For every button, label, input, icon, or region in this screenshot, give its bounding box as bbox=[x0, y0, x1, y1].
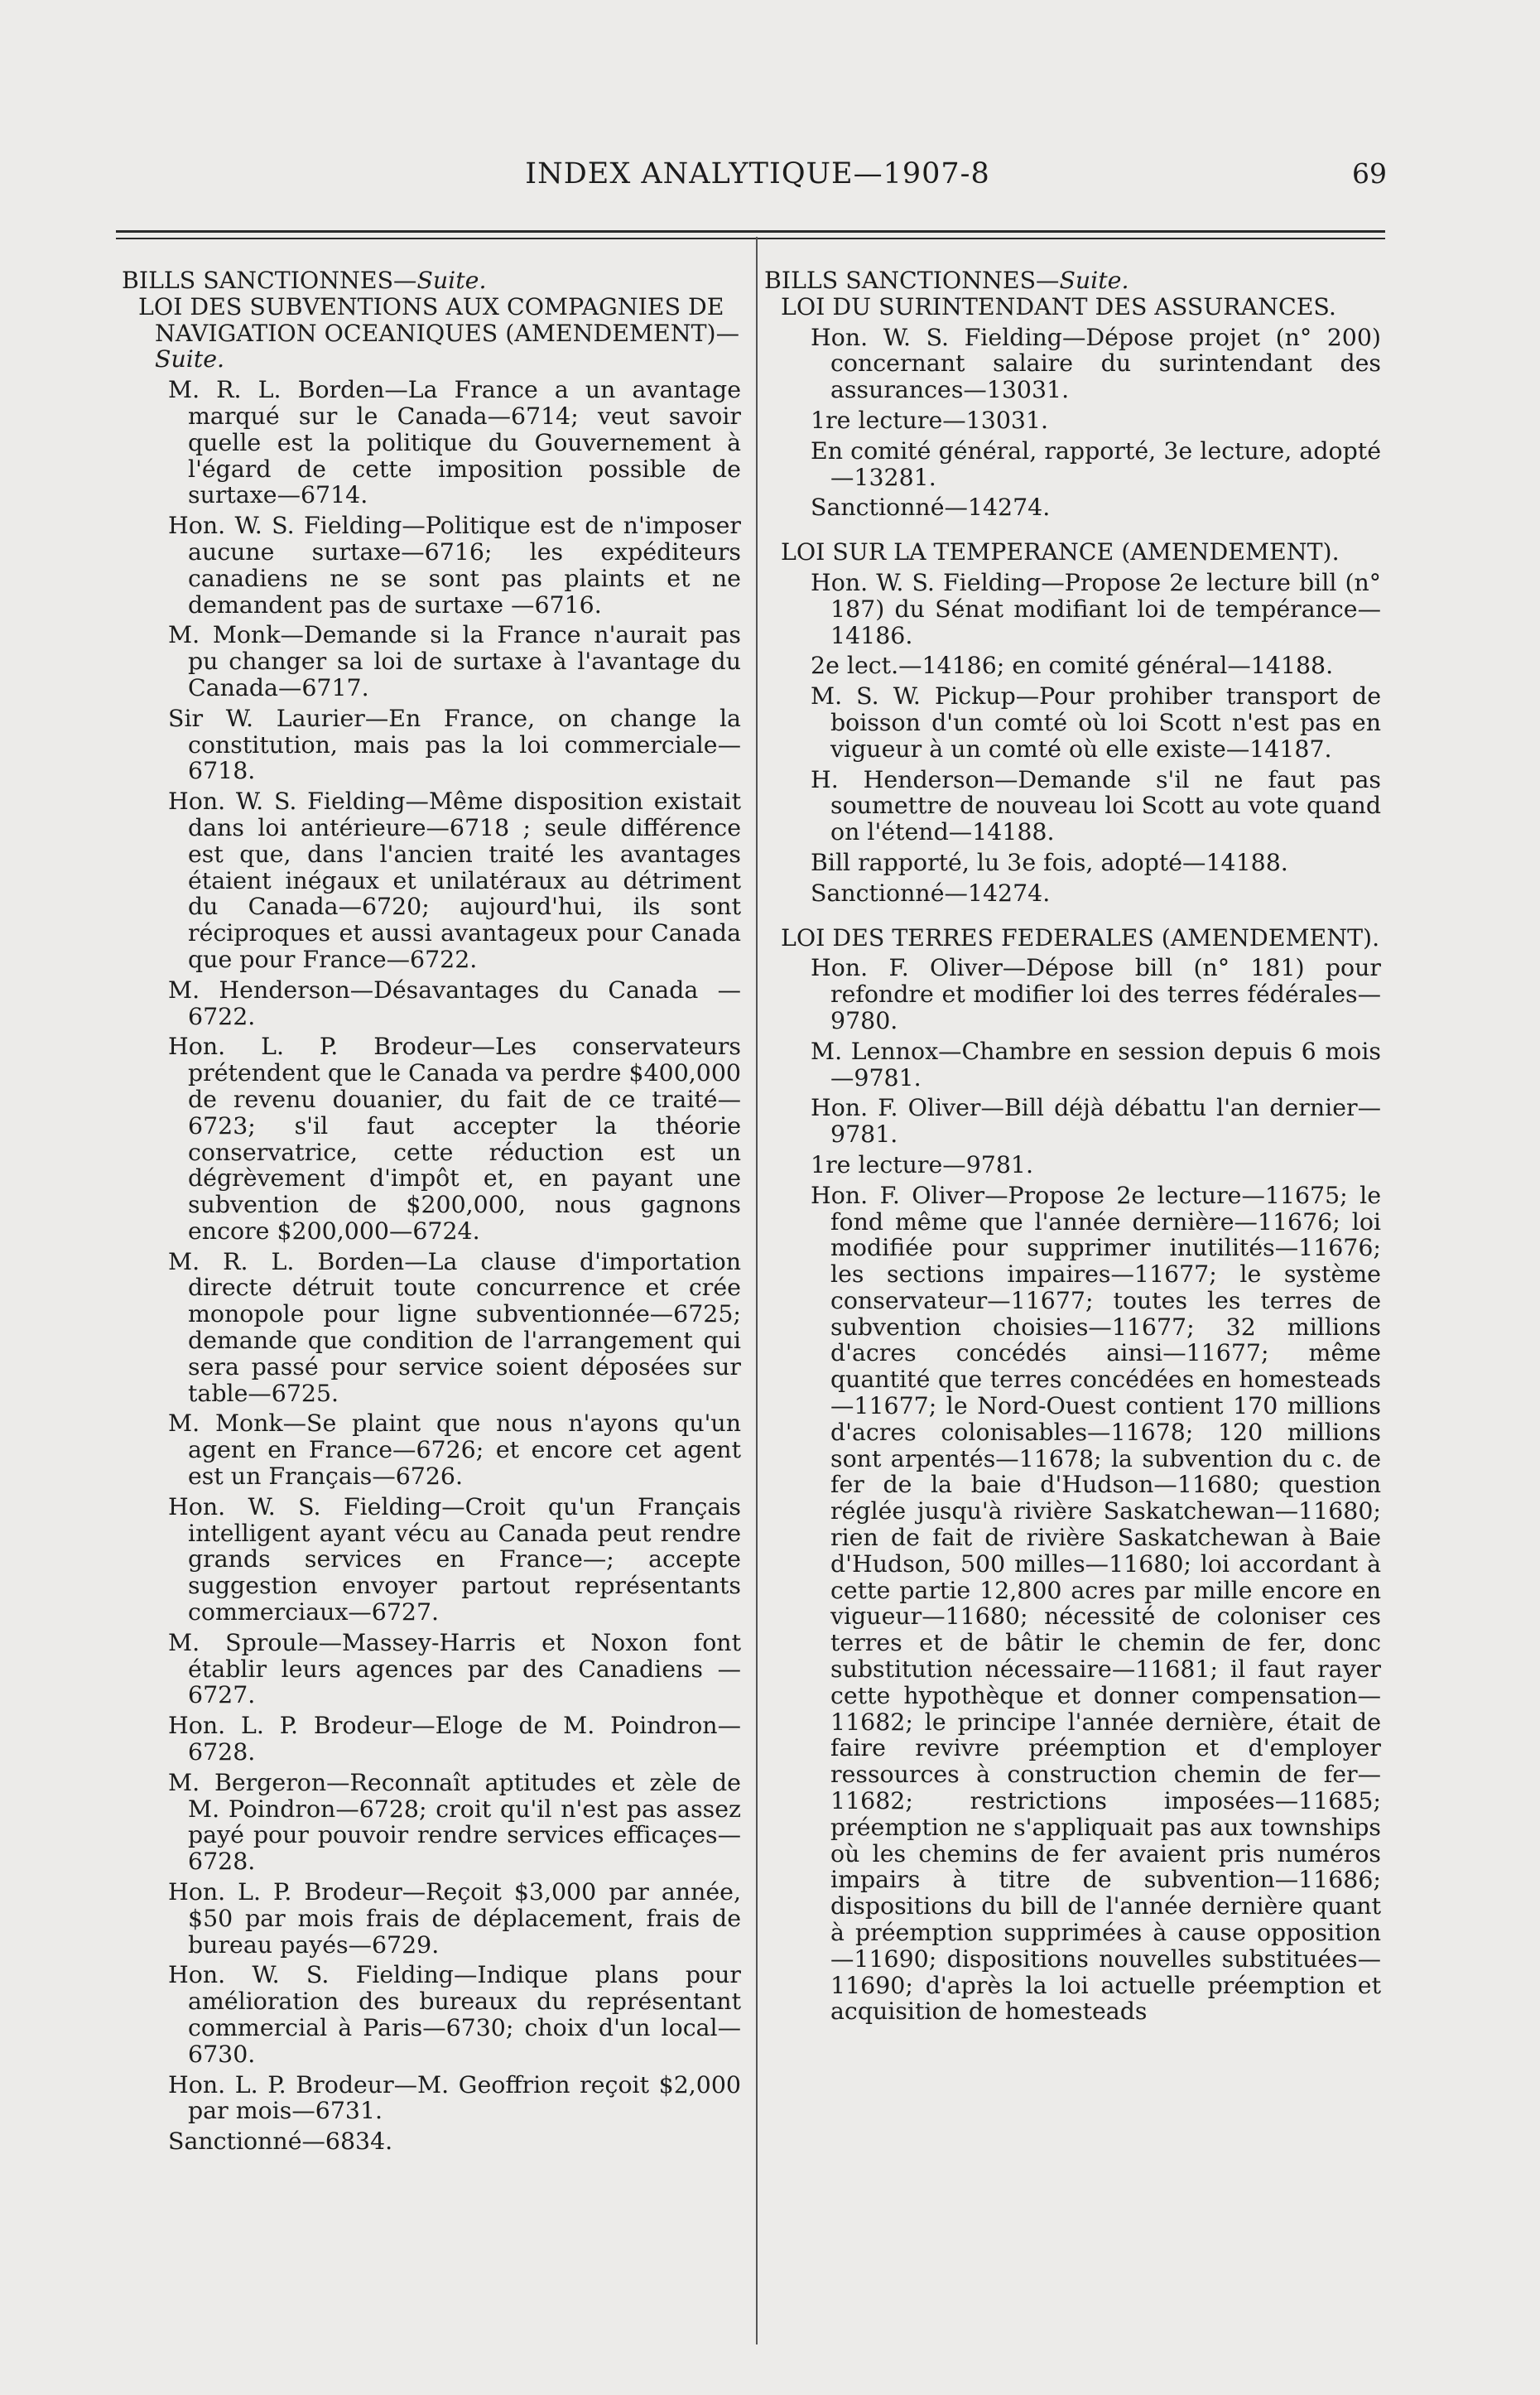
left-column bbox=[122, 267, 741, 2155]
section-title: LOI DU SURINTENDANT DES ASSURANCES. bbox=[781, 292, 1336, 320]
heading-text: BILLS SANCTIONNES— bbox=[764, 267, 1060, 294]
index-entry: Hon. L. P. Brodeur—M. Geoffrion reçoit $2,000 par mois—6731. bbox=[168, 2070, 741, 2125]
index-entry: Hon. W. S. Fielding—Indique plans pour amélioration des bureaux du représentant commercial à Paris—6730; choix d'un local—6730. bbox=[168, 1961, 741, 2068]
index-entry: Sir W. Laurier—En France, on change la constitution, mais pas la loi commerciale—6718. bbox=[168, 704, 741, 785]
index-entry: Hon. F. Oliver—Dépose bill (n° 181) pour refondre et modifier loi des terres fédérales—9780. bbox=[811, 954, 1381, 1034]
right-column bbox=[764, 267, 1381, 2025]
index-entry: M. R. L. Borden—La clause d'importation directe détruit toute concurrence et crée monopole pour ligne subventionnée—6725; demande que condition de l'arrangement qui sera passé pour service soient déposées sur table—6725. bbox=[168, 1247, 741, 1407]
column-divider bbox=[756, 237, 758, 2344]
index-entry: 2e lect.—14186; en comité général—14188. bbox=[811, 652, 1334, 680]
header-rule-top bbox=[116, 230, 1385, 233]
index-entry: Hon. W. S. Fielding—Croit qu'un Français intelligent ayant vécu au Canada peut rendre grands services en France—; accepte suggestion envoyer partout représentants commerciaux—6727. bbox=[168, 1492, 741, 1626]
running-title: INDEX ANALYTIQUE—1907-8 bbox=[525, 157, 990, 190]
index-entry: En comité général, rapporté, 3e lecture, adopté—13281. bbox=[811, 436, 1381, 491]
index-entry: M. Monk—Se plaint que nous n'ayons qu'un agent en France—6726; et encore cet agent est un Français—6726. bbox=[168, 1410, 741, 1491]
index-entry: M. Sproule—Massey-Harris et Noxon font établir leurs agences par des Canadiens —6727. bbox=[168, 1628, 741, 1709]
right-heading bbox=[764, 267, 1381, 294]
index-entry: Sanctionné—14274. bbox=[811, 494, 1051, 522]
index-entry: Hon. F. Oliver—Bill déjà débattu l'an dernier—9781. bbox=[811, 1094, 1381, 1149]
index-entry: H. Henderson—Demande s'il ne faut pas soumettre de nouveau loi Scott au vote quand on l'étend—14188. bbox=[811, 765, 1381, 846]
index-entry: M. Monk—Demande si la France n'aurait pas pu changer sa loi de surtaxe à l'avantage du Canada—6717. bbox=[168, 621, 741, 701]
index-entry: Hon. F. Oliver—Propose 2e lecture—11675; le fond même que l'année dernière—11676; loi modifiée pour supprimer inutilités—11676; les sections impaires—11677; le système conservateur—11677; toutes les terres de subvention choisies—11677; 32 millions d'acres concédés ainsi—11677; même quantité que terres concédées en homesteads—11677; le Nord-Ouest contient 170 millions d'acres colonisables—11678; 120 millions sont arpentés—11678; la subvention du c. de fer de la baie d'Hudson—11680; question réglée jusqu'à rivière Saskatchewan—11680; rien de fait de rivière Saskatchewan à Baie d'Hudson, 500 milles—11680; loi accordant à cette partie 12,800 acres par mille encore en vigueur—11680; nécessité de coloniser ces terres et de bâtir le chemin de fer, donc substitution nécessaire—11681; il faut rayer cette hypothèque et donner compensation—11682; le principe l'année dernière, était de faire revivre préemption et d'employer ressources à construction chemin de fer—11682; restrictions imposées—11685; préemption ne s'appliquait pas aux townships où les chemins de fer avaient pris numéros impairs à titre de subvention—11686; dispositions du bill de l'année dernière quant à préemption supprimées à cause opposition—11690; dispositions nouvelles substituées—11690; d'après la loi actuelle préemption et acquisition de homesteads bbox=[811, 1181, 1381, 2026]
heading-suite: Suite. bbox=[416, 267, 487, 294]
closing-entry: Sanctionné—6834. bbox=[168, 2128, 393, 2156]
header-rule-bottom bbox=[116, 238, 1385, 239]
index-entry: M. R. L. Borden—La France a un avantage marqué sur le Canada—6714; veut savoir quelle est la politique du Gouvernement à l'égard de cette imposition possible de surtaxe—6714. bbox=[168, 376, 741, 509]
index-entry: Hon. W. S. Fielding—Politique est de n'imposer aucune surtaxe—6716; les expéditeurs canadiens ne se sont pas plaints et ne demandent pas de surtaxe —6716. bbox=[168, 512, 741, 619]
index-entry: 1re lecture—9781. bbox=[811, 1150, 1033, 1178]
index-entry: Hon. L. P. Brodeur—Les conservateurs prétendent que le Canada va perdre $400,000 de revenu douanier, du fait de ce traité—6723; s'il faut accepter la théorie conservatrice, cette réduction est un dégrèvement d'impôt et, en payant une subvention de $200,000, nous gagnons encore $200,000—6724. bbox=[168, 1033, 741, 1245]
section-gap bbox=[764, 907, 1381, 925]
subheading-suite: Suite. bbox=[155, 345, 225, 373]
index-entry: Hon. W. S. Fielding—Propose 2e lecture bill (n° 187) du Sénat modifiant loi de tempérance—14186. bbox=[811, 568, 1381, 649]
page-number: 69 bbox=[1352, 157, 1387, 190]
heading-suite: Suite. bbox=[1059, 267, 1129, 294]
index-entry: 1re lecture—13031. bbox=[811, 406, 1049, 434]
index-entry: Bill rapporté, lu 3e fois, adopté—14188. bbox=[811, 848, 1288, 876]
left-subheading bbox=[122, 294, 741, 373]
page-header bbox=[0, 157, 1540, 199]
index-entry: M. Henderson—Désavantages du Canada —6722. bbox=[168, 976, 741, 1030]
section-gap bbox=[764, 521, 1381, 539]
index-entry: Hon. W. S. Fielding—Même disposition existait dans loi antérieure—6718 ; seule différence est que, dans l'ancien traité les avantages étaient inégaux et unilatéraux au détriment du Canada—6720; aujourd'hui, ils sont réciproques et aussi avantageux pour Canada que pour France—6722. bbox=[168, 788, 741, 973]
index-entry: Sanctionné—14274. bbox=[811, 879, 1051, 907]
subheading-text: LOI DES SUBVENTIONS AUX COMPAGNIES DE NAVIGATION OCEANIQUES (AMENDEMENT)— bbox=[138, 292, 739, 347]
index-entry: Hon. L. P. Brodeur—Reçoit $3,000 par année, $50 par mois frais de déplacement, frais de bureau payés—6729. bbox=[168, 1878, 741, 1959]
index-entry: M. Lennox—Chambre en session depuis 6 mois—9781. bbox=[811, 1037, 1381, 1091]
index-entry: Hon. W. S. Fielding—Dépose projet (n° 200) concernant salaire du surintendant des assurances—13031. bbox=[811, 323, 1381, 404]
index-entry: Hon. L. P. Brodeur—Eloge de M. Poindron—6728. bbox=[168, 1712, 741, 1766]
left-heading bbox=[122, 267, 741, 294]
section-title: LOI DES TERRES FEDERALES (AMENDEMENT). bbox=[781, 923, 1380, 952]
heading-text: BILLS SANCTIONNES— bbox=[122, 267, 417, 294]
index-entry: M. Bergeron—Reconnaît aptitudes et zèle de M. Poindron—6728; croit qu'il n'est pas assez payé pour pouvoir rendre services efficaçes—6728. bbox=[168, 1768, 741, 1876]
section-title: LOI SUR LA TEMPERANCE (AMENDEMENT). bbox=[781, 538, 1340, 566]
index-entry: M. S. W. Pickup—Pour prohiber transport de boisson d'un comté où loi Scott n'est pas en vigueur à un comté où elle existe—14187. bbox=[811, 682, 1381, 763]
